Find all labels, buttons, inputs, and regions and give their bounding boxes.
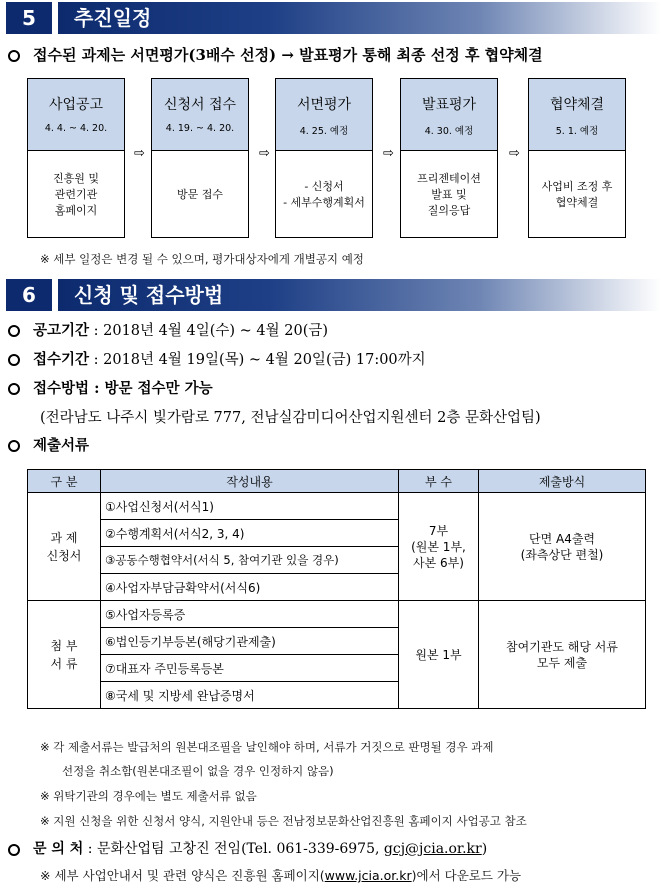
- email-link[interactable]: gcj@jcia.or.kr: [383, 841, 482, 857]
- table-row: ⑦대표자 주민등록등본: [101, 655, 399, 682]
- col-header-method: 제출방식: [479, 470, 646, 493]
- note-line: ※ 위탁기관의 경우에는 별도 제출서류 없음: [40, 789, 257, 803]
- method-cell: 참여기관도 해당 서류 모두 제출: [479, 601, 646, 709]
- flow-step-4: [400, 78, 498, 238]
- flow-step-date: 4. 30. 예정: [424, 126, 474, 137]
- table-row: ③공동수행협약서(서식 5, 참여기관 있을 경우): [101, 547, 399, 574]
- circle-bullet-icon: [8, 440, 20, 452]
- contact-line: 문 의 처 : 문화산업팀 고창진 전임(Tel. 061-339-6975, gcj@jcia.or.kr): [33, 841, 488, 857]
- flow-step-2: [151, 78, 249, 238]
- website-link[interactable]: www.jcia.or.kr: [324, 868, 412, 883]
- flow-step-detail: - 신청서 - 세부수행계획서: [283, 180, 365, 209]
- flow-step-name: 사업공고: [48, 97, 104, 113]
- flow-step-date: 4. 19. ~ 4. 20.: [165, 123, 235, 134]
- flow-step-detail: 프리젠테이션 발표 및 질의응답: [417, 172, 481, 217]
- flow-step-name: 신청서 접수: [163, 97, 237, 113]
- arrow-right-icon: ⇨: [383, 146, 394, 161]
- documents-table: [27, 469, 646, 709]
- circle-bullet-icon: [8, 50, 20, 62]
- section-6-header: [6, 279, 661, 311]
- table-row: ⑤사업자등록증: [101, 601, 399, 628]
- flow-step-5: [528, 78, 626, 238]
- table-row: ⑧국세 및 지방세 완납증명서: [101, 682, 399, 709]
- flow-step-1: [27, 78, 125, 238]
- flow-step-name: 협약체결: [549, 97, 605, 113]
- circle-bullet-icon: [8, 325, 20, 337]
- section-title: 신청 및 접수방법: [58, 279, 661, 311]
- footer-note: ※ 세부 사업안내서 및 관련 양식은 진흥원 홈페이지(www.jcia.or.kr)에서 다운로드 가능: [40, 868, 522, 883]
- group-label: 첨 부 서 류: [28, 601, 101, 709]
- flow-step-date: 5. 1. 예정: [555, 126, 599, 137]
- table-row: ⑥법인등기부등본(해당기관제출): [101, 628, 399, 655]
- table-row: ②수행계획서(서식2, 3, 4): [101, 520, 399, 547]
- copies-cell: 원본 1부: [399, 601, 479, 709]
- flow-step-3: [275, 78, 373, 238]
- flow-step-detail: 사업비 조정 후 협약체결: [541, 180, 613, 209]
- flow-step-name: 서면평가: [296, 97, 352, 113]
- arrow-right-icon: ⇨: [259, 146, 270, 161]
- section-title: 추진일정: [58, 2, 661, 34]
- circle-bullet-icon: [8, 844, 20, 856]
- schedule-summary: 접수된 과제는 서면평가(3배수 선정) → 발표평가 통해 최종 선정 후 협약체결: [33, 46, 543, 64]
- col-header-copies: 부 수: [399, 470, 479, 493]
- flow-step-name: 발표평가: [421, 97, 477, 113]
- receipt-method: 접수방법 : 방문 접수만 가능: [33, 380, 213, 397]
- note-line: ※ 각 제출서류는 발급처의 원본대조필을 날인해야 하며, 서류가 거짓으로 판명될 경우 과제: [40, 740, 494, 754]
- note-line: ※ 지원 신청을 위한 신청서 양식, 지원안내 등은 전남정보문화산업진흥원 홈페이지 사업공고 참조: [40, 814, 527, 828]
- flow-step-date: 4. 4. ~ 4. 20.: [44, 123, 108, 134]
- copies-cell: 7부 (원본 1부, 사본 6부): [399, 493, 479, 601]
- section-5-header: [6, 2, 661, 34]
- table-row: ④사업자부담금확약서(서식6): [101, 574, 399, 601]
- receipt-address: (전라남도 나주시 빛가람로 777, 전남실감미디어산업지원센터 2층 문화산업팀): [40, 410, 541, 426]
- col-header-content: 작성내용: [101, 470, 399, 493]
- schedule-note: ※ 세부 일정은 변경 될 수 있으며, 평가대상자에게 개별공지 예정: [40, 252, 364, 266]
- documents-heading: 제출서류: [33, 437, 90, 454]
- table-row: ①사업신청서(서식1): [101, 493, 399, 520]
- announcement-period: 공고기간 : 2018년 4월 4일(수) ~ 4월 20(금): [33, 322, 329, 339]
- method-cell: 단면 A4출력 (좌측상단 편철): [479, 493, 646, 601]
- circle-bullet-icon: [8, 383, 20, 395]
- section-number: 6: [6, 279, 52, 311]
- flow-step-detail: 진흥원 및 관련기관 홈페이지: [52, 172, 99, 217]
- flow-step-date: 4. 25. 예정: [299, 126, 349, 137]
- note-line: 선정을 취소함(원본대조필이 없을 경우 인정하지 않음): [62, 764, 334, 778]
- arrow-right-icon: ⇨: [509, 146, 520, 161]
- group-label: 과 제 신청서: [28, 493, 101, 601]
- section-number: 5: [6, 2, 52, 34]
- receipt-period: 접수기간 : 2018년 4월 19일(목) ~ 4월 20일(금) 17:00까지: [33, 351, 426, 368]
- arrow-right-icon: ⇨: [134, 146, 145, 161]
- flow-step-detail: 방문 접수: [176, 188, 223, 201]
- col-header-category: 구 분: [28, 470, 101, 493]
- circle-bullet-icon: [8, 354, 20, 366]
